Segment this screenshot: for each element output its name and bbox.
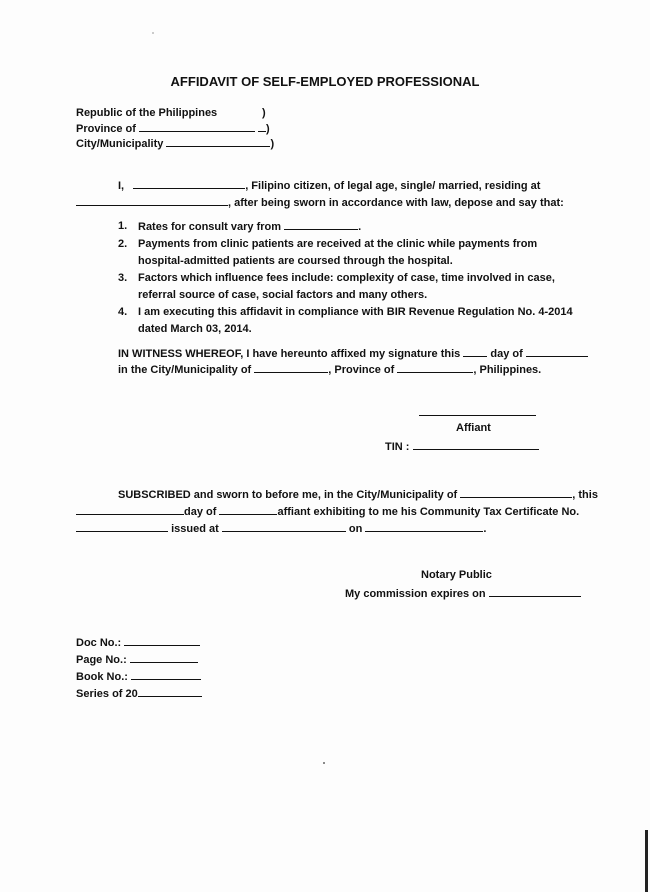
tin-blank[interactable] [413, 438, 539, 450]
witness-line-2: in the City/Municipality of , Province of , Philippines. [118, 361, 541, 377]
ctc-number-blank[interactable] [76, 520, 168, 532]
intro-line-2: , after being sworn in accordance with law, depose and say that: [76, 194, 564, 210]
venue-republic: Republic of the Philippines [76, 107, 218, 119]
series-blank[interactable] [138, 685, 202, 697]
doc-no: Doc No.: [76, 634, 200, 650]
book-no: Book No.: [76, 668, 201, 684]
province-blank-2[interactable] [258, 120, 266, 132]
jurat-city-blank[interactable] [460, 486, 572, 498]
scan-speck [323, 762, 325, 764]
jurat-line-2: day of affiant exhibiting to me his Community Tax Certificate No. [76, 503, 579, 519]
list-item: 3. Factors which influence fees include: complexity of case, time involved in case, referral source of case, social factors and many others. [118, 272, 555, 301]
issued-on-blank[interactable] [365, 520, 483, 532]
jurat-day-blank[interactable] [76, 503, 184, 515]
jurat-month-blank[interactable] [219, 503, 277, 515]
list-item: 1. Rates for consult vary from . [118, 220, 362, 233]
series-of: Series of 20 [76, 685, 202, 701]
affiant-label: Affiant [456, 422, 491, 434]
city-blank[interactable] [166, 135, 270, 147]
statements-list [118, 218, 573, 338]
notary-commission: My commission expires on [345, 585, 581, 601]
witness-month-blank[interactable] [526, 345, 588, 357]
jurat-line-3: issued at on . [76, 520, 486, 536]
list-item: 2. Payments from clinic patients are received at the clinic while payments from hospital-admitted patients are coursed through the hospital. [118, 238, 538, 267]
intro-line-1: I, , Filipino citizen, of legal age, single/ married, residing at [118, 177, 540, 193]
document-title: AFFIDAVIT OF SELF-EMPLOYED PROFESSIONAL [170, 74, 480, 89]
witness-province-blank[interactable] [397, 361, 473, 373]
doc-no-blank[interactable] [124, 634, 200, 646]
scan-edge-mark [645, 830, 648, 892]
province-blank[interactable] [139, 120, 255, 132]
witness-line-1: IN WITNESS WHEREOF, I have hereunto affixed my signature this day of [118, 345, 588, 361]
name-blank[interactable] [133, 177, 245, 189]
jurat-line-1: SUBSCRIBED and sworn to before me, in the City/Municipality of , this [118, 486, 598, 502]
issued-at-blank[interactable] [222, 520, 346, 532]
page-no: Page No.: [76, 651, 198, 667]
witness-day-blank[interactable] [463, 345, 487, 357]
venue-city: City/Municipality ) [76, 135, 274, 151]
page-no-blank[interactable] [130, 651, 198, 663]
list-item: 4. I am executing this affidavit in compliance with BIR Revenue Regulation No. 4-2014 dated March 03, 2014. [118, 306, 573, 335]
venue-province: Province of ) [76, 120, 270, 136]
rates-blank[interactable] [284, 218, 358, 230]
witness-city-blank[interactable] [254, 361, 328, 373]
book-no-blank[interactable] [131, 668, 201, 680]
affiant-tin: TIN : [385, 438, 539, 454]
affiant-signature-line[interactable] [419, 415, 536, 416]
address-blank[interactable] [76, 194, 228, 206]
scan-speck [152, 32, 154, 34]
notary-label: Notary Public [421, 569, 492, 581]
commission-blank[interactable] [489, 585, 581, 597]
venue-paren-1: ) [262, 107, 266, 119]
